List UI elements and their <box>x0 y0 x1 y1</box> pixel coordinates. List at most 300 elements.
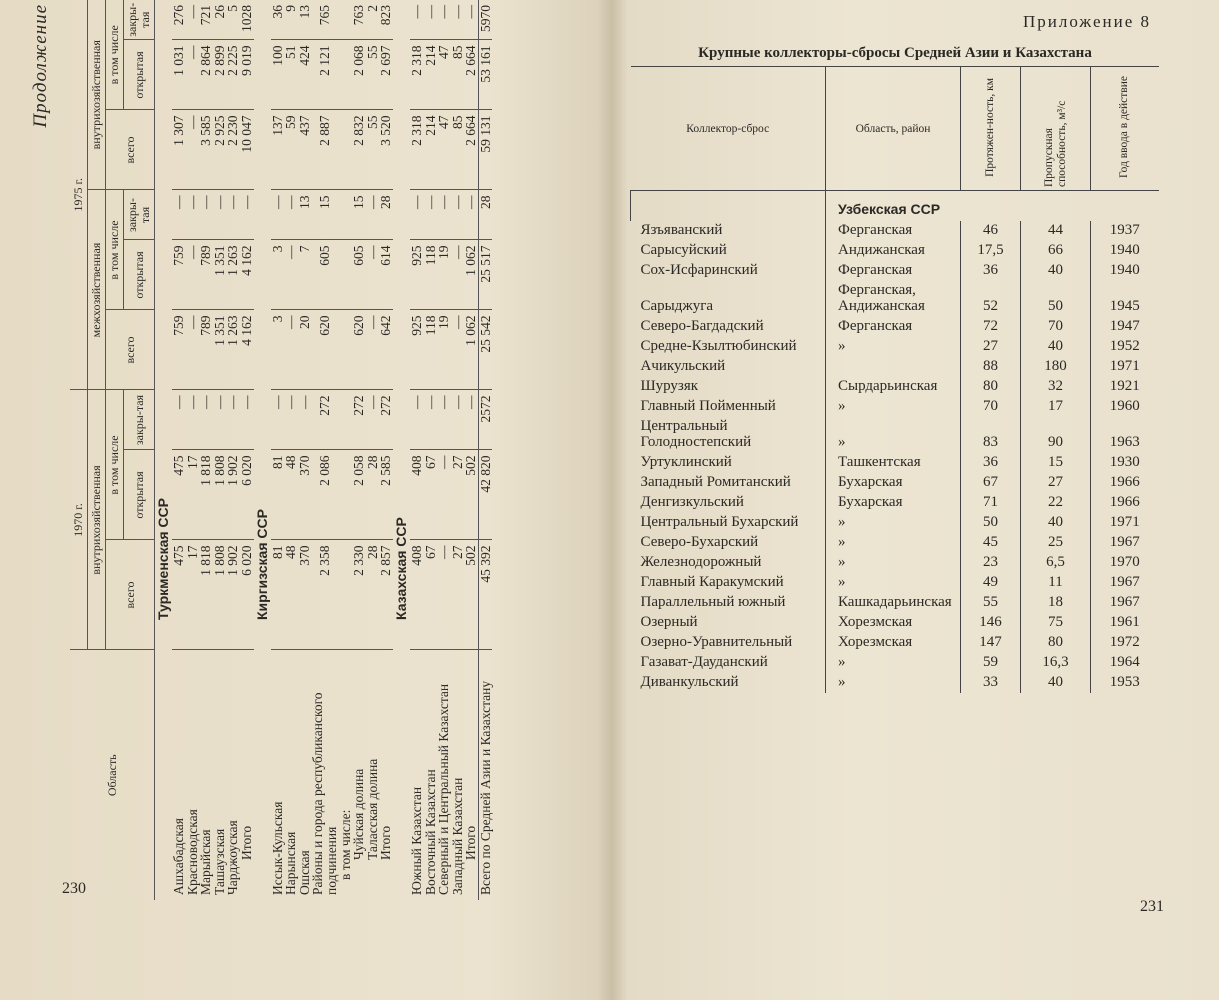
cell-value: 614 <box>379 240 393 310</box>
table-row <box>172 0 186 900</box>
collector-name: Денгизкульский <box>640 494 744 510</box>
year: 1963 <box>1091 417 1159 453</box>
collector-name: Северо-Багдадский <box>640 318 764 334</box>
region: Ферганская <box>826 261 961 281</box>
collector-name: Диванкульский <box>640 674 739 690</box>
cell-value: — <box>464 0 478 40</box>
year: 1947 <box>1091 317 1159 337</box>
collector-name: Ачикульский <box>640 358 726 374</box>
cell-value: — <box>366 390 380 450</box>
cell-value: 2 330 <box>352 540 366 650</box>
cell-value: — <box>410 390 424 450</box>
table-row <box>631 221 1159 241</box>
cell-value: 642 <box>379 310 393 390</box>
cell-value: 475 <box>172 540 186 650</box>
length-km: 72 <box>961 317 1021 337</box>
table-row <box>631 573 1159 593</box>
cell-value: 9 <box>284 0 298 40</box>
region: » <box>826 533 961 553</box>
capacity: 40 <box>1021 673 1091 693</box>
header-incl: в том числе <box>106 0 124 110</box>
table-row <box>379 0 393 900</box>
collector-name: Шурузяк <box>640 378 699 394</box>
capacity: 17 <box>1021 397 1091 417</box>
header-length <box>961 67 1021 191</box>
region: » <box>826 513 961 533</box>
region-name: Районы и города республиканского подчинения <box>310 692 339 895</box>
table-row <box>631 377 1159 397</box>
region-name: Таласская долина <box>364 758 380 860</box>
cell-value: 118 <box>424 310 438 390</box>
length-km: 45 <box>961 533 1021 553</box>
cell-value: 81 <box>271 540 285 650</box>
capacity: 70 <box>1021 317 1091 337</box>
header-total: всего <box>106 310 155 390</box>
cell-value: 25 517 <box>478 240 492 310</box>
year: 1952 <box>1091 337 1159 357</box>
cell-value: — <box>451 310 465 390</box>
region: Бухарская <box>826 493 961 513</box>
cell-value: 6 020 <box>240 450 254 540</box>
cell-value: — <box>366 190 380 240</box>
table-row <box>631 513 1159 533</box>
cell-value: 17 <box>186 450 200 540</box>
capacity: 50 <box>1021 281 1091 317</box>
collector-name: Газават-Дауданский <box>640 654 768 670</box>
capacity: 22 <box>1021 493 1091 513</box>
header-capacity-text: Пропускная способность, м³/с <box>1042 100 1068 187</box>
right-table-title: Крупные коллекторы-сбросы Средней Азии и Казахстана <box>698 45 1092 61</box>
cell-value: 45 392 <box>478 540 492 650</box>
cell-value: 28 <box>478 190 492 240</box>
header-closed: закры-тая <box>124 390 155 450</box>
capacity: 11 <box>1021 573 1091 593</box>
header-1975-inter: межхозяйственная <box>88 190 106 390</box>
header-collector <box>631 67 826 191</box>
cell-value: — <box>284 310 298 390</box>
header-closed: закры-тая <box>124 0 155 40</box>
cell-value: 1 902 <box>226 450 240 540</box>
region-name: Ошская <box>296 850 312 895</box>
region: » <box>826 673 961 693</box>
year: 1967 <box>1091 533 1159 553</box>
length-km: 50 <box>961 513 1021 533</box>
length-km: 33 <box>961 673 1021 693</box>
cell-value: 1 263 <box>226 240 240 310</box>
region: » <box>826 653 961 673</box>
cell-value: 59 <box>284 110 298 190</box>
table-row <box>631 533 1159 553</box>
cell-value: 1 902 <box>226 540 240 650</box>
cell-value: 3 <box>271 240 285 310</box>
year: 1940 <box>1091 241 1159 261</box>
table-row <box>213 0 227 900</box>
header-length-text: Протяжен-ность, км <box>984 77 996 177</box>
region-name: Иссык-Кульская <box>269 801 285 895</box>
cell-value: 765 <box>311 0 338 40</box>
cell-value: 4 162 <box>240 310 254 390</box>
cell-value: — <box>271 390 285 450</box>
cell-value: 2 121 <box>311 40 338 110</box>
section-row <box>254 0 271 900</box>
cell-value: — <box>284 240 298 310</box>
cell-value: — <box>424 390 438 450</box>
cell-value: 25 542 <box>478 310 492 390</box>
cell-value: 3 585 <box>199 110 213 190</box>
cell-value: 47 <box>437 40 451 110</box>
collector-name: Главный Каракумский <box>640 574 784 590</box>
table-row <box>366 0 380 900</box>
region-name: Чарджоуская <box>225 820 241 895</box>
cell-value: 2 899 <box>213 40 227 110</box>
table-row <box>186 0 200 900</box>
cell-value: 1 808 <box>213 450 227 540</box>
cell-value: 605 <box>352 240 366 310</box>
cell-value: 1 351 <box>213 310 227 390</box>
cell-value <box>339 390 353 450</box>
cell-value <box>339 190 353 240</box>
cell-value: 2 832 <box>352 110 366 190</box>
cell-value: 2 086 <box>311 450 338 540</box>
cell-value <box>339 450 353 540</box>
table-row <box>311 0 338 900</box>
capacity: 180 <box>1021 357 1091 377</box>
cell-value <box>339 310 353 390</box>
cell-value: 789 <box>199 240 213 310</box>
table-row <box>631 261 1159 281</box>
section-row <box>155 0 173 900</box>
header-collector-text: Коллектор-сброс <box>686 122 770 135</box>
table-row <box>631 357 1159 377</box>
cell-value: — <box>437 0 451 40</box>
header-open: открытая <box>124 40 155 110</box>
region: Ферганская, Андижанская <box>826 281 961 317</box>
table-row <box>631 633 1159 653</box>
length-km: 88 <box>961 357 1021 377</box>
collector-name: Железнодорожный <box>640 554 762 570</box>
year: 1937 <box>1091 221 1159 241</box>
table-row <box>464 0 478 900</box>
table-row <box>631 417 1159 453</box>
section-uzbek-ssr: Узбекская ССР <box>826 191 1159 222</box>
cell-value: — <box>172 390 186 450</box>
cell-value <box>339 240 353 310</box>
cell-value: 55 <box>366 110 380 190</box>
cell-value: 925 <box>410 240 424 310</box>
cell-value: 272 <box>379 390 393 450</box>
capacity: 66 <box>1021 241 1091 261</box>
cell-value: 502 <box>464 540 478 650</box>
table-row <box>631 493 1159 513</box>
header-incl: в том числе <box>106 190 124 310</box>
header-total: всего <box>106 110 155 190</box>
cell-value: 2 864 <box>199 40 213 110</box>
cell-value: 408 <box>410 540 424 650</box>
table-row <box>631 317 1159 337</box>
year: 1967 <box>1091 593 1159 613</box>
collector-name: Уртуклинский <box>640 454 732 470</box>
region-name: Ташаузская <box>211 828 227 895</box>
cell-value: 19 <box>437 310 451 390</box>
cell-value: 2 230 <box>226 110 240 190</box>
capacity: 15 <box>1021 453 1091 473</box>
cell-value: 2 068 <box>352 40 366 110</box>
cell-value: — <box>284 390 298 450</box>
region: » <box>826 573 961 593</box>
collector-name: Центральный Бухарский <box>640 514 799 530</box>
cell-value: — <box>271 190 285 240</box>
cell-value: 1 062 <box>464 310 478 390</box>
region: » <box>826 397 961 417</box>
region-name: Северный и Центральный Казахстан <box>436 683 452 895</box>
capacity: 25 <box>1021 533 1091 553</box>
cell-value: — <box>172 190 186 240</box>
cell-value: 51 <box>284 40 298 110</box>
cell-value: 6 020 <box>240 540 254 650</box>
table-row <box>352 0 366 900</box>
cell-value: 1 351 <box>213 240 227 310</box>
cell-value: 47 <box>437 110 451 190</box>
cell-value: — <box>240 390 254 450</box>
table-row <box>298 0 312 900</box>
year: 1961 <box>1091 613 1159 633</box>
section-title: Казахская ССР <box>392 517 409 620</box>
cell-value: 408 <box>410 450 424 540</box>
cell-value: 19 <box>437 240 451 310</box>
region: Ферганская <box>826 317 961 337</box>
cell-value: 85 <box>451 40 465 110</box>
cell-value: — <box>424 190 438 240</box>
collector-name: Сарысуйский <box>640 242 727 258</box>
table-row <box>631 653 1159 673</box>
collector-name: Язъяванский <box>640 222 723 238</box>
cell-value: 13 <box>298 190 312 240</box>
cell-value: 4 162 <box>240 240 254 310</box>
cell-value: 2 <box>366 0 380 40</box>
length-km: 49 <box>961 573 1021 593</box>
cell-value: — <box>451 190 465 240</box>
cell-value: 437 <box>298 110 312 190</box>
year: 1966 <box>1091 473 1159 493</box>
cell-value: — <box>410 190 424 240</box>
region: » <box>826 417 961 453</box>
cell-value: 17 <box>186 540 200 650</box>
table-row <box>631 397 1159 417</box>
cell-value: 272 <box>311 390 338 450</box>
cell-value: 789 <box>199 310 213 390</box>
header-1975: 1975 г. <box>70 0 88 390</box>
table-row <box>226 0 240 900</box>
collector-name: Северо-Бухарский <box>640 534 759 550</box>
cell-value: — <box>199 190 213 240</box>
cell-value: — <box>186 40 200 110</box>
header-year-text: Год ввода в действие <box>1118 75 1131 179</box>
cell-value: — <box>240 190 254 240</box>
header-1975-intra: внутрихозяйственная <box>88 0 106 190</box>
table-row <box>240 0 254 900</box>
cell-value: — <box>437 390 451 450</box>
cell-value: 2 585 <box>379 450 393 540</box>
collector-name: Главный Пойменный <box>640 398 776 414</box>
header-total: всего <box>106 540 155 650</box>
cell-value: — <box>226 390 240 450</box>
cell-value: 721 <box>199 0 213 40</box>
year: 1971 <box>1091 357 1159 377</box>
region: Ташкентская <box>826 453 961 473</box>
cell-value: 15 <box>311 190 338 240</box>
cell-value: — <box>451 0 465 40</box>
cell-value: — <box>451 240 465 310</box>
collector-name: Параллельный южный <box>640 594 786 610</box>
cell-value: — <box>464 390 478 450</box>
region: Хорезмская <box>826 613 961 633</box>
cell-value: 13 <box>298 0 312 40</box>
cell-value: — <box>213 390 227 450</box>
cell-value: 2 664 <box>464 40 478 110</box>
collectors-table <box>630 66 1159 693</box>
cell-value: — <box>186 240 200 310</box>
capacity: 40 <box>1021 261 1091 281</box>
length-km: 83 <box>961 417 1021 453</box>
cell-value: 10 047 <box>240 110 254 190</box>
region-name: Южный Казахстан <box>408 786 424 895</box>
region-name: в том числе: <box>337 809 353 880</box>
collector-name: Сарыджуга <box>640 298 714 314</box>
collector-name: Центральный Голодностепский <box>640 418 752 450</box>
cell-value: 42 820 <box>478 450 492 540</box>
cell-value: 620 <box>352 310 366 390</box>
length-km: 71 <box>961 493 1021 513</box>
cell-value <box>339 540 353 650</box>
cell-value: 2 058 <box>352 450 366 540</box>
cell-value: 36 <box>271 0 285 40</box>
cell-value: 2 225 <box>226 40 240 110</box>
year: 1970 <box>1091 553 1159 573</box>
drainage-length-table <box>70 0 492 900</box>
cell-value: 1 263 <box>226 310 240 390</box>
cell-value: 27 <box>451 540 465 650</box>
cell-value: 1 818 <box>199 450 213 540</box>
cell-value: 20 <box>298 310 312 390</box>
cell-value: 59 131 <box>478 110 492 190</box>
collector-name: Сох-Исфаринский <box>640 262 758 278</box>
table-row <box>424 0 438 900</box>
cell-value <box>339 40 353 110</box>
table-row <box>451 0 465 900</box>
table-row <box>339 0 353 900</box>
length-km: 36 <box>961 261 1021 281</box>
cell-value: — <box>284 190 298 240</box>
region: Кашкадарьинская <box>826 593 961 613</box>
region-name: Западный Казахстан <box>449 777 465 895</box>
region-name: Восточный Казахстан <box>422 769 438 895</box>
page-number-left: 230 <box>62 880 86 897</box>
year: 1971 <box>1091 513 1159 533</box>
length-km: 67 <box>961 473 1021 493</box>
cell-value: 2 857 <box>379 540 393 650</box>
cell-value: — <box>437 540 451 650</box>
cell-value: — <box>437 190 451 240</box>
header-region: Область <box>70 650 155 900</box>
capacity: 18 <box>1021 593 1091 613</box>
cell-value: — <box>298 390 312 450</box>
cell-value: 2 887 <box>311 110 338 190</box>
section-title: Туркменская ССР <box>155 498 171 620</box>
length-km: 17,5 <box>961 241 1021 261</box>
cell-value: 9 019 <box>240 40 254 110</box>
length-km: 80 <box>961 377 1021 397</box>
cell-value: — <box>451 390 465 450</box>
appendix-label: Приложение 8 <box>1023 12 1151 31</box>
cell-value: — <box>424 0 438 40</box>
cell-value: 27 <box>451 450 465 540</box>
header-incl: в том числе <box>106 390 124 540</box>
cell-value: 1 307 <box>172 110 186 190</box>
header-closed: закры-тая <box>124 190 155 240</box>
cell-value: 1 808 <box>213 540 227 650</box>
capacity: 40 <box>1021 337 1091 357</box>
region: Ферганская <box>826 221 961 241</box>
cell-value: — <box>186 110 200 190</box>
cell-value: 1 031 <box>172 40 186 110</box>
cell-value: 823 <box>379 0 393 40</box>
region-name: Марыйская <box>198 829 214 895</box>
capacity: 16,3 <box>1021 653 1091 673</box>
continuation-label: Продолжение <box>30 4 51 128</box>
region: » <box>826 337 961 357</box>
collector-name: Западный Ромитанский <box>640 474 791 490</box>
cell-value: 81 <box>271 450 285 540</box>
year: 1945 <box>1091 281 1159 317</box>
region: » <box>826 553 961 573</box>
cell-value: 475 <box>172 450 186 540</box>
length-km: 55 <box>961 593 1021 613</box>
cell-value: 620 <box>311 310 338 390</box>
cell-value: — <box>213 190 227 240</box>
year: 1966 <box>1091 493 1159 513</box>
cell-value: 15 <box>352 190 366 240</box>
length-km: 46 <box>961 221 1021 241</box>
cell-value: — <box>437 450 451 540</box>
region-name: Итого <box>238 825 254 860</box>
cell-value: 605 <box>311 240 338 310</box>
year: 1964 <box>1091 653 1159 673</box>
cell-value: 3 <box>271 310 285 390</box>
header-region-text: Область, район <box>855 122 931 135</box>
year: 1960 <box>1091 397 1159 417</box>
collector-name: Средне-Кзылтюбинский <box>640 338 797 354</box>
cell-value: 2 925 <box>213 110 227 190</box>
table-row <box>631 281 1159 317</box>
cell-value: — <box>366 310 380 390</box>
table-row <box>631 673 1159 693</box>
length-km: 36 <box>961 453 1021 473</box>
cell-value: 759 <box>172 240 186 310</box>
region-name: Ашхабадская <box>171 818 186 895</box>
cell-value: 1028 <box>240 0 254 40</box>
cell-value: — <box>199 390 213 450</box>
cell-value: 118 <box>424 240 438 310</box>
region-name: Нарынская <box>283 831 299 895</box>
capacity: 90 <box>1021 417 1091 453</box>
cell-value: 2 697 <box>379 40 393 110</box>
cell-value: 55 <box>366 40 380 110</box>
table-row <box>478 0 492 900</box>
cell-value: 214 <box>424 110 438 190</box>
cell-value: 137 <box>271 110 285 190</box>
cell-value: 763 <box>352 0 366 40</box>
capacity: 32 <box>1021 377 1091 397</box>
